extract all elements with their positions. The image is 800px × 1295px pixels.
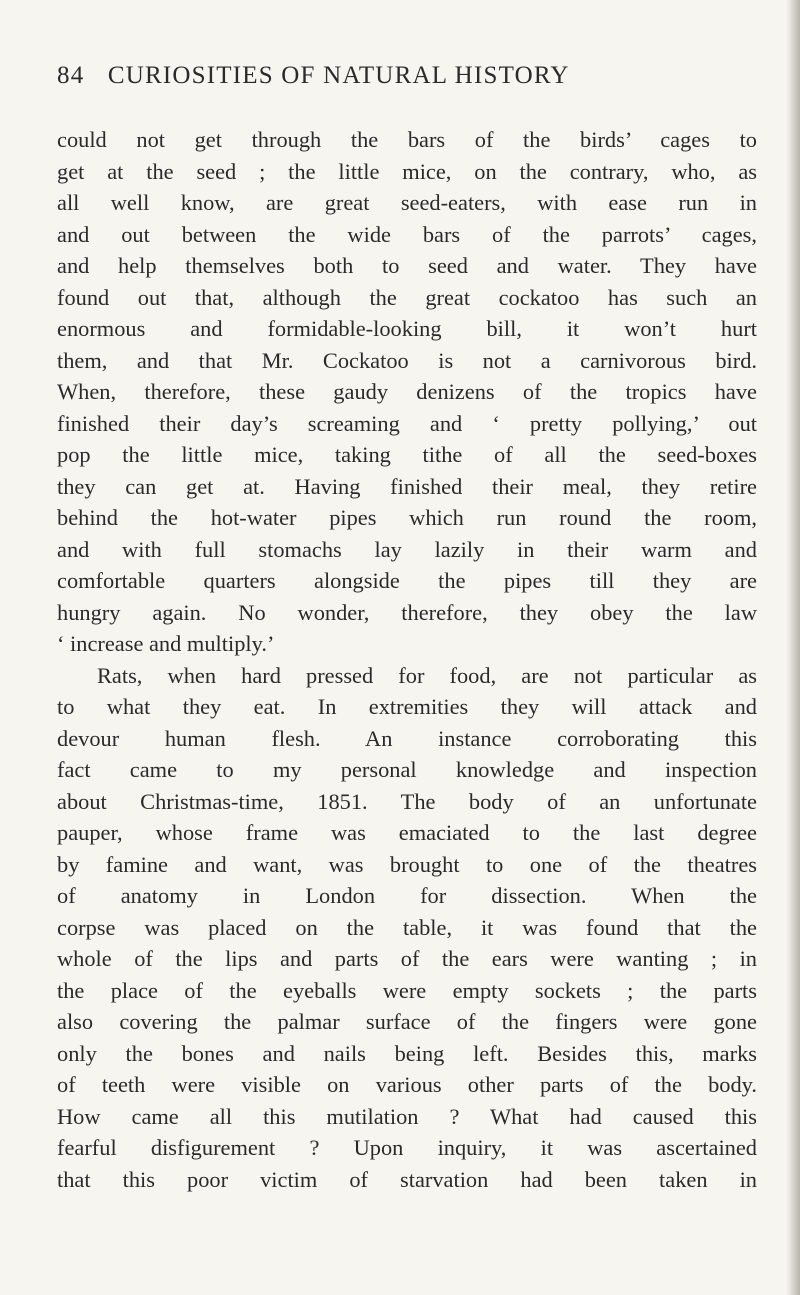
- text-line: to what they eat. In extremities they will attack and: [57, 694, 757, 719]
- text-line: them, and that Mr. Cockatoo is not a carnivorous bird.: [57, 347, 757, 373]
- text-line: and help themselves both to seed and water. They have: [57, 253, 757, 278]
- text-line: devour human flesh. An instance corroborating this: [57, 725, 757, 751]
- text-line: pauper, whose frame was emaciated to the last degree: [57, 820, 757, 845]
- text-line: fearful disfigurement ? Upon inquiry, it was ascertained: [57, 1135, 757, 1160]
- text-line: could not get through the bars of the birds’ cages to: [57, 127, 757, 152]
- text-line: comfortable quarters alongside the pipes till they are: [57, 568, 757, 593]
- body-text: [57, 124, 757, 1195]
- text-line: of anatomy in London for dissection. When the: [57, 883, 757, 908]
- text-line: only the bones and nails being left. Besides this, marks: [57, 1040, 757, 1066]
- text-line: get at the seed ; the little mice, on the contrary, who, as: [57, 158, 757, 184]
- text-line: of teeth were visible on various other parts of the body.: [57, 1072, 757, 1097]
- text-line: by famine and want, was brought to one of the theatres: [57, 851, 757, 877]
- text-line: behind the hot-water pipes which run round the room,: [57, 505, 757, 530]
- page-header: [57, 62, 757, 98]
- text-line: finished their day’s screaming and ‘ pretty pollying,’ out: [57, 410, 757, 436]
- text-line: When, therefore, these gaudy denizens of the tropics have: [57, 379, 757, 404]
- text-line: enormous and formidable-looking bill, it won’t hurt: [57, 316, 757, 341]
- text-line: fact came to my personal knowledge and inspection: [57, 757, 757, 782]
- text-line: also covering the palmar surface of the fingers were gone: [57, 1009, 757, 1034]
- text-line: that this poor victim of starvation had been taken in: [57, 1166, 757, 1192]
- text-line: all well know, are great seed-eaters, with ease run in: [57, 190, 757, 215]
- text-line: How came all this mutilation ? What had caused this: [57, 1103, 757, 1129]
- text-line: whole of the lips and parts of the ears were wanting ; in: [57, 946, 757, 971]
- text-line: and out between the wide bars of the parrots’ cages,: [57, 221, 757, 247]
- text-line: corpse was placed on the table, it was found that the: [57, 914, 757, 940]
- paragraph-start-line: Rats, when hard pressed for food, are not particular as: [97, 662, 757, 688]
- page-number: 84: [57, 62, 85, 89]
- text-line: the place of the eyeballs were empty sockets ; the parts: [57, 977, 757, 1003]
- text-line: about Christmas-time, 1851. The body of an unfortunate: [57, 788, 757, 814]
- running-title: CURIOSITIES OF NATURAL HISTORY: [107, 62, 570, 89]
- paragraph-end-line: ‘ increase and multiply.’: [57, 631, 275, 656]
- text-line: pop the little mice, taking tithe of all the seed-boxes: [57, 442, 757, 467]
- text-line: found out that, although the great cockatoo has such an: [57, 284, 757, 310]
- page-edge-shadow: [786, 0, 800, 1295]
- text-line: hungry again. No wonder, therefore, they obey the law: [57, 599, 757, 625]
- text-line: and with full stomachs lay lazily in their warm and: [57, 536, 757, 562]
- text-line: they can get at. Having finished their meal, they retire: [57, 473, 757, 499]
